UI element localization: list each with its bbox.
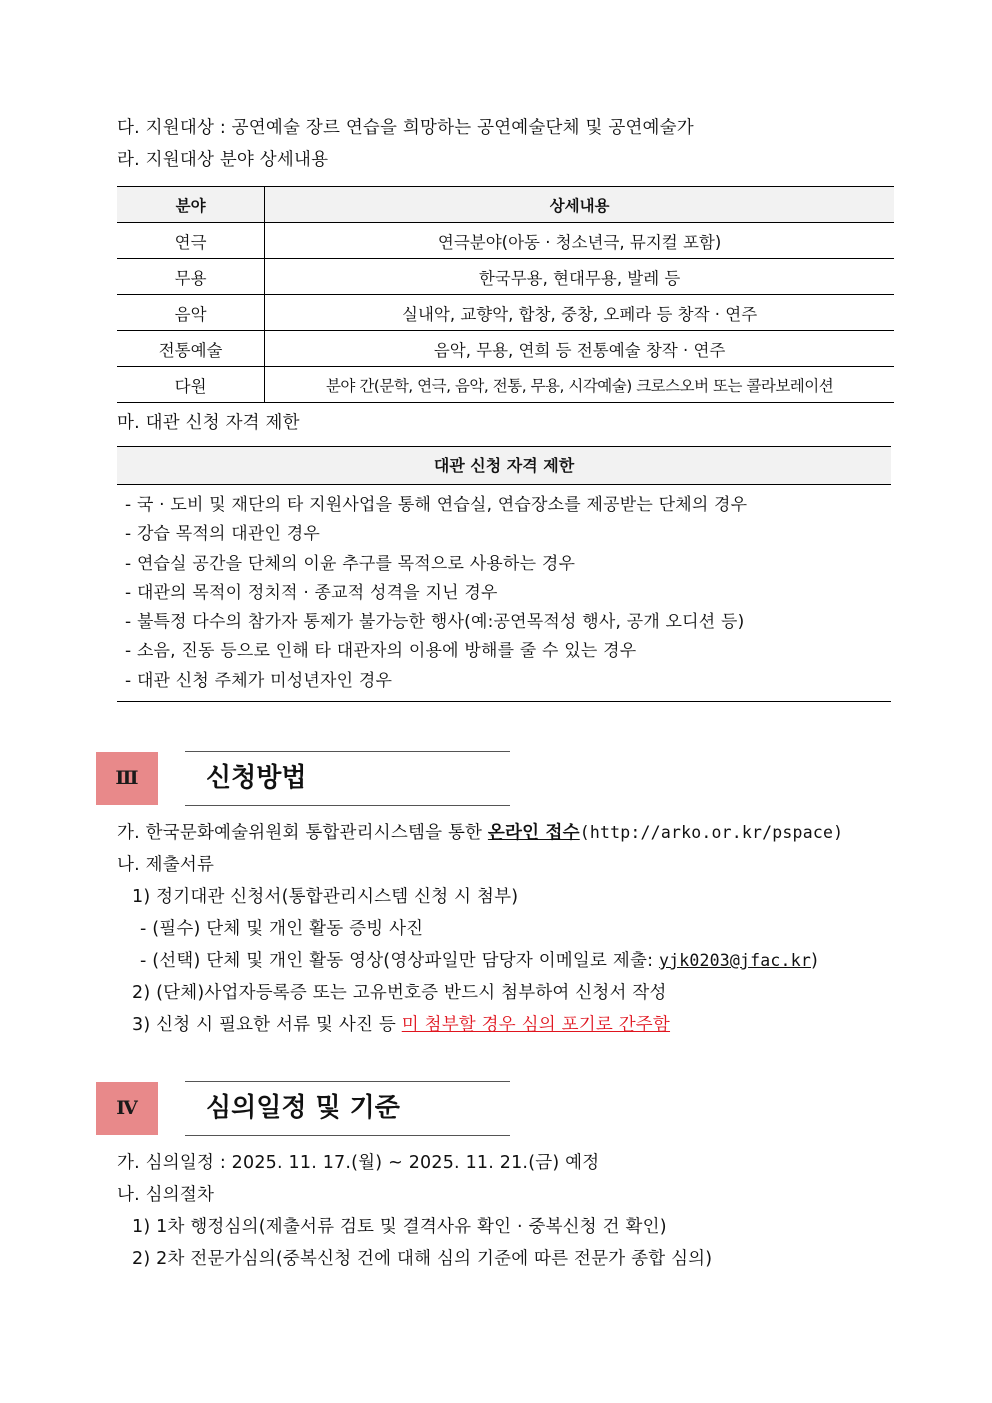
restriction-item: - 강습 목적의 대관인 경우 [125, 524, 320, 544]
review-schedule-line: 가. 심의일정 : 2025. 11. 17.(월) ~ 2025. 11. 21.(금) 예정 [117, 1153, 600, 1173]
contact-email: yjk0203@jfac.kr [658, 951, 811, 970]
section-title-bottom-rule [185, 805, 510, 806]
table-row [117, 223, 894, 259]
table-row [117, 259, 894, 295]
documents-item-1b-close: ) [810, 951, 818, 971]
field-cell: 전통예술 [117, 331, 265, 367]
apply-url: (http://arko.or.kr/pspace) [579, 823, 844, 842]
documents-item-1: 1) 정기대관 신청서(통합관리시스템 신청 시 첨부) [132, 887, 519, 907]
documents-item-1b-text: - (선택) 단체 및 개인 활동 영상(영상파일만 담당자 이메일로 제출: [140, 951, 659, 971]
field-cell: 다원 [117, 367, 265, 403]
header-detail: 상세내용 [265, 187, 894, 223]
review-step-1: 1) 1차 행정심의(제출서류 검토 및 결격사유 확인 · 중복신청 건 확인) [132, 1217, 667, 1237]
section-title-bottom-rule [185, 1135, 510, 1136]
online-apply-emphasis: 온라인 접수 [487, 823, 580, 843]
documents-item-3-text: 3) 신청 시 필요한 서류 및 사진 등 [132, 1015, 402, 1035]
field-detail-table [117, 186, 894, 403]
restriction-item: - 대관의 목적이 정치적 · 종교적 성격을 지닌 경우 [125, 583, 498, 603]
review-procedure-heading: 나. 심의절차 [117, 1185, 215, 1205]
restriction-box-title: 대관 신청 자격 제한 [117, 447, 891, 485]
section-title: 심의일정 및 기준 [206, 1093, 400, 1123]
restriction-item: - 소음, 진동 등으로 인해 타 대관자의 이용에 방해를 줄 수 있는 경우 [125, 641, 637, 661]
apply-method-text: 가. 한국문화예술위원회 통합관리시스템을 통한 [117, 823, 488, 843]
documents-item-1b [140, 949, 818, 973]
documents-item-2: 2) (단체)사업자등록증 또는 고유번호증 반드시 첨부하여 신청서 작성 [132, 983, 667, 1003]
restriction-item: - 대관 신청 주체가 미성년자인 경우 [125, 671, 393, 691]
warning-emphasis: 미 첨부할 경우 심의 포기로 간주함 [401, 1015, 671, 1035]
header-field: 분야 [117, 187, 265, 223]
review-step-2: 2) 2차 전문가심의(중복신청 건에 대해 심의 기준에 따른 전문가 종합 심의) [132, 1249, 713, 1269]
restriction-heading: 마. 대관 신청 자격 제한 [117, 413, 300, 433]
field-cell: 연극 [117, 223, 265, 259]
field-detail-heading: 라. 지원대상 분야 상세내용 [117, 150, 329, 170]
section-number-badge: Ⅳ [96, 1082, 158, 1135]
table-row [117, 295, 894, 331]
detail-cell: 연극분야(아동 · 청소년극, 뮤지컬 포함) [265, 223, 894, 259]
apply-method-line [117, 821, 843, 845]
documents-heading: 나. 제출서류 [117, 855, 215, 875]
table-row [117, 367, 894, 403]
documents-item-1a: - (필수) 단체 및 개인 활동 증빙 사진 [140, 919, 424, 939]
restriction-item: - 국 · 도비 및 재단의 타 지원사업을 통해 연습실, 연습장소를 제공받는 단체의 경우 [125, 495, 748, 515]
field-cell: 무용 [117, 259, 265, 295]
detail-cell: 실내악, 교향악, 합창, 중창, 오페라 등 창작 · 연주 [265, 295, 894, 331]
field-cell: 음악 [117, 295, 265, 331]
section-title-top-rule [185, 1081, 510, 1082]
table-header-row [117, 187, 894, 223]
section-title: 신청방법 [206, 763, 307, 793]
restriction-item: - 불특정 다수의 참가자 통제가 불가능한 행사(예:공연목적성 행사, 공개 오디션 등) [125, 612, 745, 632]
detail-cell: 음악, 무용, 연희 등 전통예술 창작 · 연주 [265, 331, 894, 367]
section-number-badge: Ⅲ [96, 752, 158, 805]
support-target-line: 다. 지원대상 : 공연예술 장르 연습을 희망하는 공연예술단체 및 공연예술가 [117, 118, 694, 138]
table-row [117, 331, 894, 367]
restriction-item: - 연습실 공간을 단체의 이윤 추구를 목적으로 사용하는 경우 [125, 554, 576, 574]
restriction-box-bottom-rule [117, 701, 891, 702]
section-title-top-rule [185, 751, 510, 752]
detail-cell: 분야 간(문학, 연극, 음악, 전통, 무용, 시각예술) 크로스오버 또는 콜라보레이션 [265, 367, 894, 403]
documents-item-3 [132, 1013, 670, 1037]
detail-cell: 한국무용, 현대무용, 발레 등 [265, 259, 894, 295]
